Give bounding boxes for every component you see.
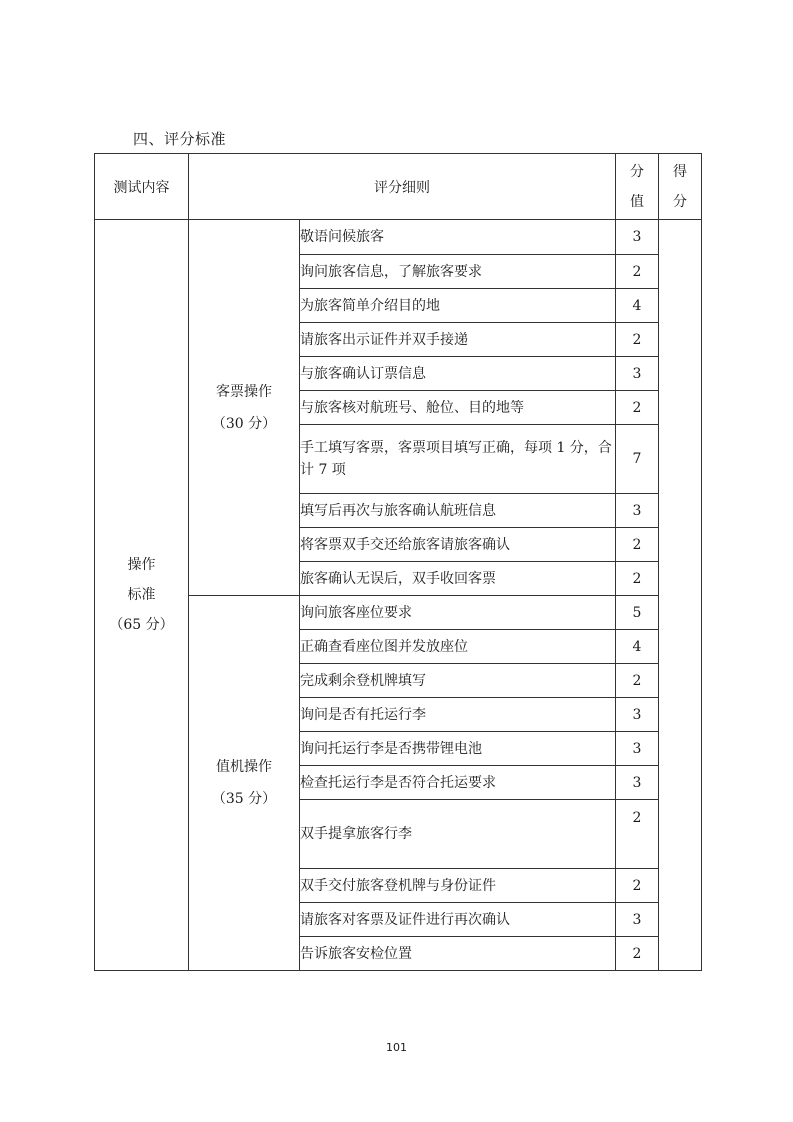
item-points: 2 <box>616 255 659 289</box>
page-number: 101 <box>386 1041 407 1054</box>
item-text: 询问旅客座位要求 <box>300 596 616 630</box>
item-text: 请旅客出示证件并双手接递 <box>300 323 616 357</box>
category-line1: 操作 <box>127 557 156 573</box>
item-points: 7 <box>616 425 659 494</box>
score-cell <box>659 220 702 971</box>
item-points: 5 <box>616 596 659 630</box>
item-points: 3 <box>616 903 659 937</box>
section-title: 四、评分标准 <box>133 130 227 148</box>
item-points: 2 <box>616 869 659 903</box>
item-text: 询问旅客信息，了解旅客要求 <box>300 255 616 289</box>
item-text: 双手提拿旅客行李 <box>300 800 616 869</box>
item-text: 将客票双手交还给旅客请旅客确认 <box>300 528 616 562</box>
scoring-table <box>94 153 702 971</box>
item-points: 3 <box>616 766 659 800</box>
item-text: 双手交付旅客登机牌与身份证件 <box>300 869 616 903</box>
header-score <box>659 154 702 220</box>
item-text: 检查托运行李是否符合托运要求 <box>300 766 616 800</box>
item-text: 询问是否有托运行李 <box>300 698 616 732</box>
item-points: 2 <box>616 528 659 562</box>
item-points: 3 <box>616 494 659 528</box>
item-text: 旅客确认无误后，双手收回客票 <box>300 562 616 596</box>
item-text: 敬语问候旅客 <box>300 220 616 255</box>
item-text: 正确查看座位图并发放座位 <box>300 630 616 664</box>
item-points: 2 <box>616 800 659 869</box>
item-points: 4 <box>616 630 659 664</box>
item-points: 4 <box>616 289 659 323</box>
item-points: 3 <box>616 220 659 255</box>
item-points: 2 <box>616 323 659 357</box>
header-row <box>95 154 702 220</box>
category-line2: 标准 <box>127 587 156 603</box>
item-text: 告诉旅客安检位置 <box>300 937 616 971</box>
category-line3: （65 分） <box>109 617 174 633</box>
item-text: 与旅客核对航班号、舱位、目的地等 <box>300 391 616 425</box>
header-content: 测试内容 <box>95 154 189 220</box>
item-text: 请旅客对客票及证件进行再次确认 <box>300 903 616 937</box>
header-score-text: 得分 <box>673 163 687 210</box>
item-text: 完成剩余登机牌填写 <box>300 664 616 698</box>
group-sub: （30 分） <box>211 415 277 432</box>
header-detail: 评分细则 <box>189 154 616 220</box>
item-text: 与旅客确认订票信息 <box>300 357 616 391</box>
table-row <box>95 220 702 255</box>
group-sub: （35 分） <box>211 791 277 807</box>
item-text: 询问托运行李是否携带锂电池 <box>300 732 616 766</box>
group-name: 值机操作 <box>216 759 272 775</box>
item-points: 2 <box>616 937 659 971</box>
item-points: 2 <box>616 562 659 596</box>
group-name: 客票操作 <box>216 383 272 400</box>
item-points: 2 <box>616 391 659 425</box>
item-points: 3 <box>616 357 659 391</box>
item-points: 3 <box>616 732 659 766</box>
category-cell <box>95 220 189 971</box>
header-points-text: 分值 <box>630 163 644 210</box>
item-text: 手工填写客票，客票项目填写正确，每项 1 分，合计 7 项 <box>300 425 616 494</box>
item-points: 2 <box>616 664 659 698</box>
item-text: 为旅客简单介绍目的地 <box>300 289 616 323</box>
item-text: 填写后再次与旅客确认航班信息 <box>300 494 616 528</box>
item-points: 3 <box>616 698 659 732</box>
group-cell-ticket <box>189 220 300 596</box>
group-cell-checkin <box>189 596 300 971</box>
header-points <box>616 154 659 220</box>
